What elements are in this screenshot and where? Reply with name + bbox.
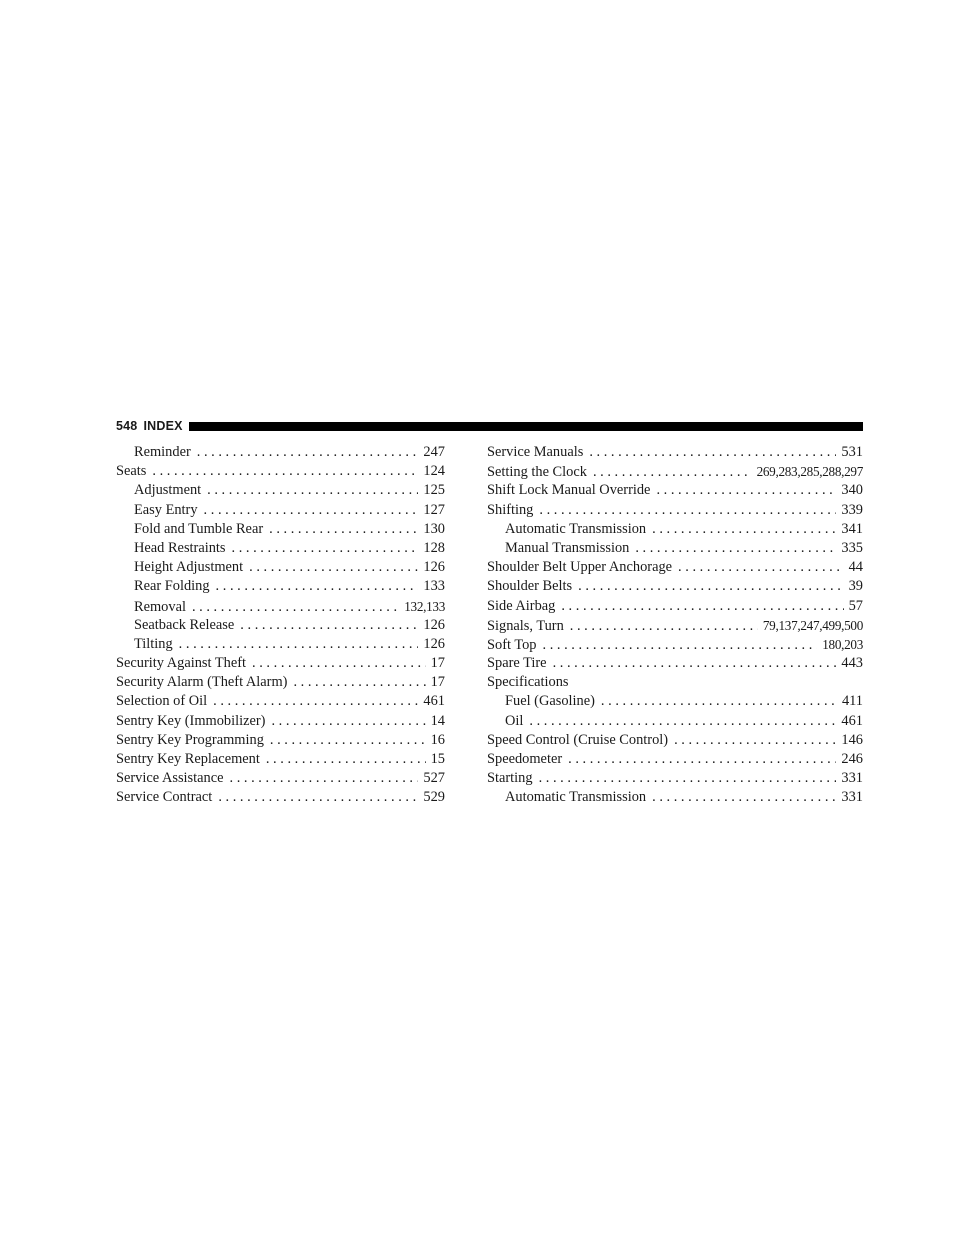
index-entry <box>116 692 445 711</box>
index-entry <box>487 577 863 596</box>
dot-leader <box>656 481 836 500</box>
entry-page-ref: 341 <box>841 520 863 537</box>
dot-leader <box>568 750 836 769</box>
entry-label: Height Adjustment <box>134 559 244 576</box>
dot-leader <box>601 692 837 711</box>
entry-page-ref: 529 <box>423 789 445 806</box>
entry-label: Selection of Oil <box>116 693 208 710</box>
entry-page-ref: 340 <box>841 482 863 499</box>
entry-label: Shoulder Belt Upper Anchorage <box>487 559 673 576</box>
dot-leader <box>216 577 419 596</box>
entry-page-ref: 15 <box>430 751 445 767</box>
entry-label: Automatic Transmission <box>505 789 647 806</box>
dot-leader <box>539 769 837 788</box>
index-subentry <box>116 635 445 654</box>
entry-label: Removal <box>134 598 186 615</box>
entry-page-ref: 44 <box>848 559 863 576</box>
entry-page-ref: 335 <box>841 539 863 556</box>
dot-leader <box>674 731 836 750</box>
index-entry <box>487 501 863 520</box>
dot-leader <box>539 501 836 520</box>
entry-label: Fuel (Gasoline) <box>505 693 595 710</box>
dot-leader <box>529 712 836 731</box>
page-header <box>116 416 863 436</box>
entry-page-ref: 79,137,247,499,500 <box>762 617 863 633</box>
entry-label: Spare Tire <box>487 655 547 672</box>
dot-leader <box>179 635 419 654</box>
index-entry <box>487 769 863 788</box>
dot-leader <box>589 443 836 462</box>
entry-page-ref: 126 <box>423 616 445 633</box>
index-subentry <box>116 577 445 596</box>
entry-page-ref: 531 <box>841 444 863 460</box>
index-entry <box>487 616 863 635</box>
entry-label: Security Against Theft <box>116 655 247 672</box>
entry-page-ref: 527 <box>423 770 445 787</box>
dot-leader <box>593 463 752 482</box>
entry-label: Service Contract <box>116 789 213 806</box>
index-entry <box>487 462 863 481</box>
index-subentry <box>116 501 445 520</box>
dot-leader <box>652 520 836 539</box>
dot-leader <box>249 558 418 577</box>
index-entry <box>487 654 863 673</box>
entry-label: Tilting <box>134 635 173 652</box>
entry-label: Service Assistance <box>116 770 224 787</box>
dot-leader <box>293 673 425 692</box>
dot-leader <box>204 501 419 520</box>
index-subentry <box>487 539 863 558</box>
entry-label: Seats <box>116 463 147 480</box>
entry-page-ref: 128 <box>423 539 445 556</box>
dot-leader <box>252 654 426 673</box>
entry-page-ref: 331 <box>841 789 863 806</box>
entry-label: Reminder <box>134 444 191 460</box>
entry-page-ref: 39 <box>848 578 863 595</box>
entry-label: Shoulder Belts <box>487 578 573 595</box>
dot-leader <box>543 636 818 655</box>
header-rule <box>189 422 863 431</box>
index-entry <box>116 750 445 769</box>
entry-page-ref: 331 <box>841 770 863 787</box>
entry-label: Speedometer <box>487 751 563 767</box>
entry-page-ref: 127 <box>423 501 445 518</box>
entry-page-ref: 247 <box>423 444 445 460</box>
entry-label: Head Restraints <box>134 539 226 556</box>
entry-page-ref: 443 <box>841 655 863 672</box>
index-subentry <box>487 712 863 731</box>
index-entry <box>116 731 445 750</box>
index-entry <box>116 788 445 807</box>
entry-label: Oil <box>505 712 524 729</box>
dot-leader <box>230 769 419 788</box>
dot-leader <box>570 617 758 636</box>
entry-label: Specifications <box>487 674 569 691</box>
entry-page-ref: 125 <box>423 482 445 499</box>
index-entry <box>487 673 863 692</box>
entry-label: Sentry Key Replacement <box>116 751 260 767</box>
entry-label: Starting <box>487 770 533 787</box>
index-entry <box>487 635 863 654</box>
dot-leader <box>218 788 418 807</box>
entry-page-ref: 124 <box>423 463 445 480</box>
index-subentry <box>116 616 445 635</box>
dot-leader <box>269 520 418 539</box>
dot-leader <box>652 788 836 807</box>
index-column-right <box>487 443 863 808</box>
dot-leader <box>635 539 836 558</box>
dot-leader <box>553 654 837 673</box>
entry-page-ref: 132,133 <box>404 598 445 614</box>
page-number: 548 <box>116 419 138 433</box>
entry-label: Sentry Key (Immobilizer) <box>116 712 266 729</box>
entry-page-ref: 269,283,285,288,297 <box>756 464 863 480</box>
entry-page-ref: 130 <box>423 520 445 537</box>
entry-page-ref: 246 <box>841 751 863 767</box>
index-column-left <box>116 443 445 808</box>
dot-leader <box>240 616 418 635</box>
entry-page-ref: 126 <box>423 635 445 652</box>
index-subentry <box>116 481 445 500</box>
index-subentry <box>116 597 445 616</box>
entry-label: Manual Transmission <box>505 539 630 556</box>
entry-label: Seatback Release <box>134 616 235 633</box>
dot-leader <box>197 443 419 462</box>
entry-label: Shifting <box>487 501 534 518</box>
entry-page-ref: 461 <box>423 693 445 710</box>
index-entry <box>487 731 863 750</box>
header-label <box>116 419 183 433</box>
dot-leader <box>678 558 844 577</box>
entry-label: Sentry Key Programming <box>116 731 264 748</box>
dot-leader <box>192 598 399 617</box>
index-subentry <box>116 558 445 577</box>
index-subentry <box>116 443 445 462</box>
entry-label: Soft Top <box>487 636 537 653</box>
entry-label: Rear Folding <box>134 578 210 595</box>
dot-leader <box>271 712 425 731</box>
dot-leader <box>561 597 843 616</box>
entry-label: Side Airbag <box>487 597 556 614</box>
entry-label: Speed Control (Cruise Control) <box>487 731 669 748</box>
dot-leader <box>270 731 426 750</box>
index-subentry <box>487 520 863 539</box>
dot-leader <box>578 577 843 596</box>
entry-label: Adjustment <box>134 482 202 499</box>
entry-label: Automatic Transmission <box>505 520 647 537</box>
entry-page-ref: 339 <box>841 501 863 518</box>
entry-label: Service Manuals <box>487 444 584 460</box>
index-entry <box>487 597 863 616</box>
index-entry <box>487 443 863 462</box>
entry-page-ref: 57 <box>848 597 863 614</box>
index-entry <box>116 712 445 731</box>
entry-page-ref: 16 <box>430 731 445 748</box>
index-subentry <box>116 520 445 539</box>
dot-leader <box>152 462 418 481</box>
entry-page-ref: 17 <box>430 655 445 672</box>
entry-label: Fold and Tumble Rear <box>134 520 264 537</box>
entry-page-ref: 180,203 <box>822 636 863 652</box>
entry-label: Easy Entry <box>134 501 198 518</box>
entry-page-ref: 126 <box>423 559 445 576</box>
dot-leader <box>213 692 418 711</box>
entry-label: Signals, Turn <box>487 617 564 634</box>
index-subentry <box>487 692 863 711</box>
entry-page-ref: 146 <box>841 731 863 748</box>
index-subentry <box>487 788 863 807</box>
entry-page-ref: 17 <box>430 674 445 691</box>
index-entry <box>487 558 863 577</box>
index-entry <box>116 673 445 692</box>
index-entry <box>116 654 445 673</box>
index-subentry <box>116 539 445 558</box>
index-entry <box>116 769 445 788</box>
entry-page-ref: 133 <box>423 578 445 595</box>
dot-leader <box>232 539 419 558</box>
index-entry <box>116 462 445 481</box>
entry-page-ref: 461 <box>841 712 863 729</box>
index-entry <box>487 481 863 500</box>
entry-label: Setting the Clock <box>487 464 587 481</box>
dot-leader <box>207 481 418 500</box>
section-title: INDEX <box>143 419 183 433</box>
entry-page-ref: 411 <box>841 693 863 710</box>
entry-page-ref: 14 <box>430 712 445 729</box>
entry-label: Security Alarm (Theft Alarm) <box>116 674 288 691</box>
entry-label: Shift Lock Manual Override <box>487 482 651 499</box>
index-entry <box>487 750 863 769</box>
dot-leader <box>266 750 426 769</box>
